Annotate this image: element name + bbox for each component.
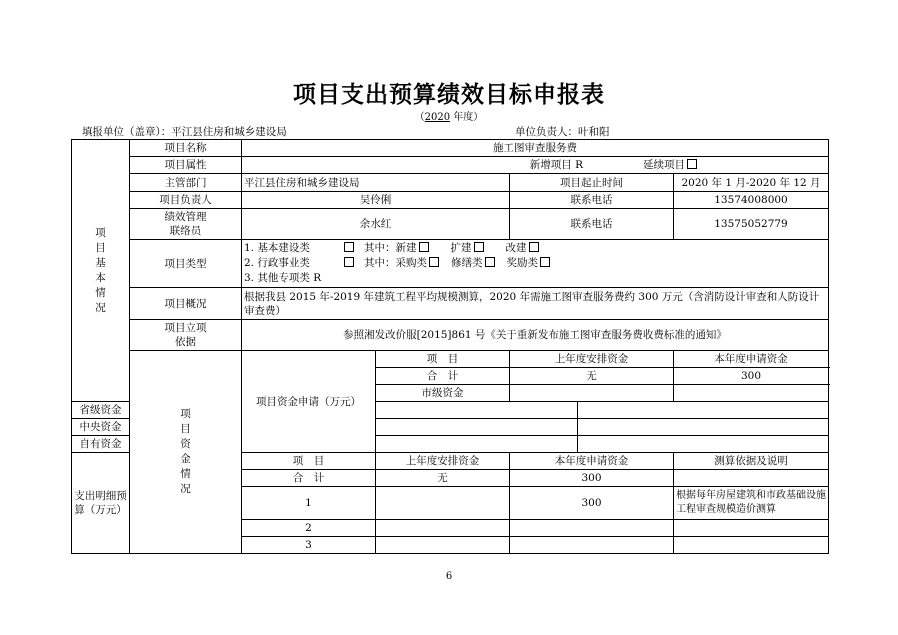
detail-row: 合 计 无 300 (72, 470, 829, 487)
label-fund-apply: 项目资金申请（万元） (242, 351, 376, 453)
label-owner: 项目负责人 (130, 192, 242, 209)
checkbox-capital[interactable] (344, 242, 354, 252)
form-year: （2020 年度） (414, 112, 484, 123)
year-value: 2020 (424, 112, 451, 123)
fund-row: 自有资金 (72, 436, 829, 453)
value-project-type: 1. 基本建设类 其中：新建 扩建 改建 2. 行政事业类 其中：采购类 修缮类 奖励类 3. 其他专项类 R (242, 240, 829, 288)
checkbox-expansion[interactable] (474, 242, 484, 252)
detail-header-note: 测算依据及说明 (674, 453, 829, 470)
checkbox-reward[interactable] (540, 257, 550, 267)
fund-header-this: 本年度申请资金 (674, 351, 829, 368)
detail-header-item: 项 目 (242, 453, 376, 470)
label-period: 项目起止时间 (510, 174, 674, 192)
label-overview: 项目概况 (130, 288, 242, 320)
fill-unit: 填报单位（盖章）：平江县住房和城乡建设局 (82, 126, 287, 138)
detail-row: 1 300 根据每年房屋建筑和市政基础设施工程审查规模造价测算 (72, 487, 829, 520)
detail-row: 3 (72, 537, 829, 554)
label-perf-phone: 联系电话 (510, 209, 674, 240)
value-overview: 根据我县 2015 年-2019 年建筑工程平均规模测算，2020 年需施工图审查服务费约 300 万元（含消防设计审查和人防设计审查费） (242, 288, 829, 320)
value-period: 2020 年 1 月-2020 年 12 月 (674, 174, 829, 192)
value-perf-contact: 余水红 (242, 209, 510, 240)
label-perf-contact: 绩效管理 联络员 (130, 209, 242, 240)
checkbox-renovation[interactable] (529, 242, 539, 252)
checkbox-continuing[interactable] (687, 159, 697, 169)
unit-leader-value: 叶和阳 (578, 126, 610, 138)
checkbox-admin[interactable] (344, 257, 354, 267)
value-department: 平江县住房和城乡建设局 (242, 174, 510, 192)
detail-row: 2 (72, 520, 829, 537)
budget-form-table (71, 139, 829, 554)
fund-header-last: 上年度安排资金 (510, 351, 674, 368)
label-department: 主管部门 (130, 174, 242, 192)
label-owner-phone: 联系电话 (510, 192, 674, 209)
label-detail-budget: 支出明细预算（万元） (72, 453, 130, 554)
section-basic-info: 项目基本情况 (72, 140, 130, 402)
value-project-attr: 新增项目 R 延续项目 (242, 157, 829, 174)
label-basis: 项目立项 依据 (130, 320, 242, 351)
unit-leader: 单位负责人：叶和阳 (515, 126, 610, 138)
label-project-attr: 项目属性 (130, 157, 242, 174)
form-title: 项目支出预算绩效目标申报表 (293, 82, 605, 108)
fund-header-item: 项 目 (376, 351, 510, 368)
checkbox-purchase[interactable] (429, 257, 439, 267)
label-project-type: 项目类型 (130, 240, 242, 288)
checkbox-repair[interactable] (485, 257, 495, 267)
detail-header-this: 本年度申请资金 (510, 453, 674, 470)
fund-row: 省级资金 (72, 402, 829, 419)
fund-row: 市级资金 (72, 385, 829, 402)
label-project-name: 项目名称 (130, 140, 242, 157)
fill-unit-value: 平江县住房和城乡建设局 (171, 126, 287, 138)
checkbox-new-build[interactable] (419, 242, 429, 252)
value-owner-phone: 13574008000 (674, 192, 829, 209)
detail-header-last: 上年度安排资金 (376, 453, 510, 470)
value-perf-phone: 13575052779 (674, 209, 829, 240)
value-project-name: 施工图审查服务费 (242, 140, 829, 157)
value-owner: 吴伶俐 (242, 192, 510, 209)
value-basis: 参照湘发改价服[2015]861 号《关于重新发布施工图审查服务费收费标准的通知》 (242, 320, 829, 351)
fund-row: 合 计 无 300 (72, 368, 829, 385)
page-number: 6 (445, 571, 453, 582)
section-funds: 项目资金情况 (130, 351, 242, 554)
fund-row: 中央资金 (72, 419, 829, 436)
